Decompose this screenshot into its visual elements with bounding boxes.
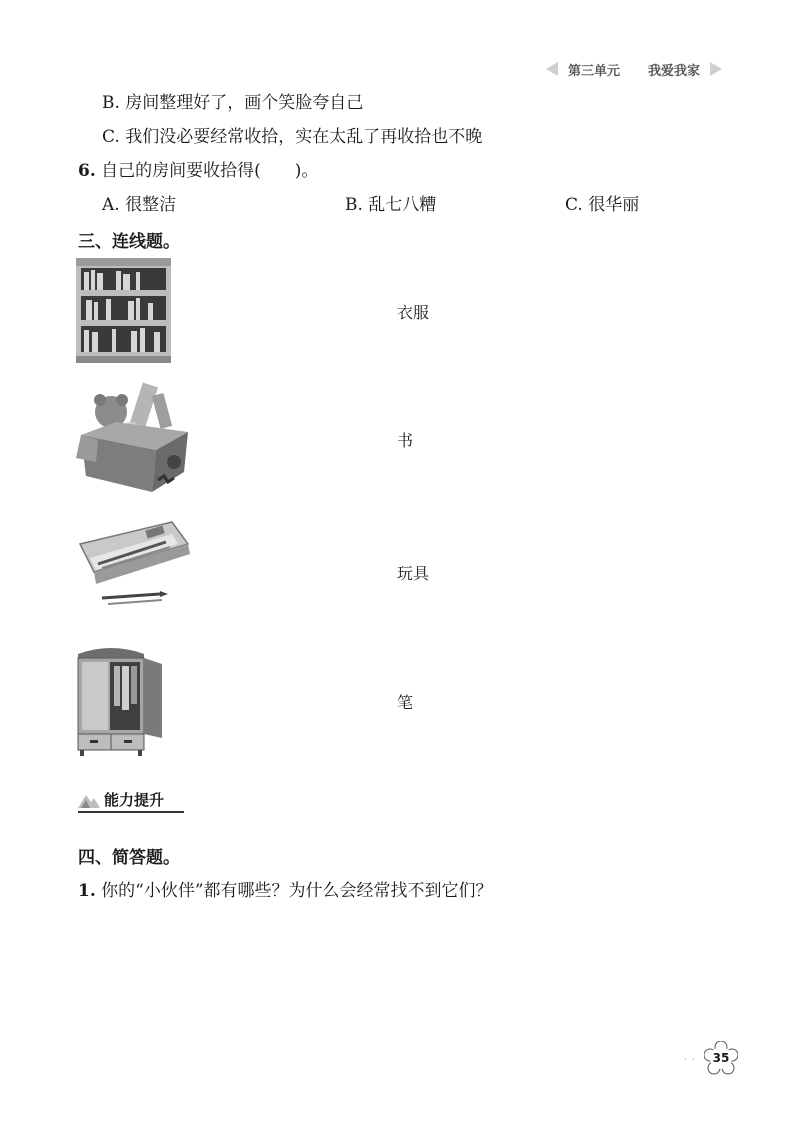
q6-option-b: B. 乱七八糟	[345, 195, 437, 215]
section4-q1-number: 1.	[78, 881, 96, 901]
page-number: 35	[712, 1051, 730, 1065]
q6-option-a: A. 很整洁	[102, 195, 177, 215]
toy-box-icon	[76, 380, 194, 495]
mountain-icon	[78, 792, 100, 808]
page-number-dots: · ·	[684, 1055, 696, 1065]
match-word-book: 书	[397, 431, 414, 450]
q5-option-b: B. 房间整理好了，画个笑脸夸自己	[102, 93, 364, 113]
wardrobe-icon	[76, 642, 164, 757]
q5-option-c: C. 我们没必要经常收拾，实在太乱了再收拾也不晚	[102, 127, 483, 147]
q6-option-c: C. 很华丽	[565, 195, 640, 215]
header-right-triangle-icon	[710, 62, 722, 76]
match-word-pen: 笔	[397, 693, 414, 712]
ability-section-label	[78, 789, 164, 810]
q6-number: 6.	[78, 161, 96, 181]
ability-underline	[78, 811, 184, 813]
header-left-triangle-icon	[546, 62, 558, 76]
match-word-toy: 玩具	[397, 564, 430, 583]
ability-label: 能力提升	[104, 791, 165, 809]
section4-title: 四、简答题。	[78, 848, 180, 868]
bookshelf-icon	[76, 258, 171, 363]
page-number-badge	[704, 1041, 738, 1075]
pencil-case-icon	[76, 514, 191, 626]
header-title: 我爱我家	[647, 63, 700, 79]
section3-title: 三、连线题。	[78, 232, 180, 252]
header-unit: 第三单元	[567, 63, 620, 79]
match-word-clothes: 衣服	[397, 303, 430, 322]
section4-q1-text: 你的“小伙伴”都有哪些？为什么会经常找不到它们？	[101, 881, 493, 901]
q6-stem	[78, 156, 318, 181]
q6-stem-text: 自己的房间要收拾得( )。	[101, 161, 319, 181]
section4-q1	[78, 876, 493, 901]
running-header	[546, 58, 722, 80]
